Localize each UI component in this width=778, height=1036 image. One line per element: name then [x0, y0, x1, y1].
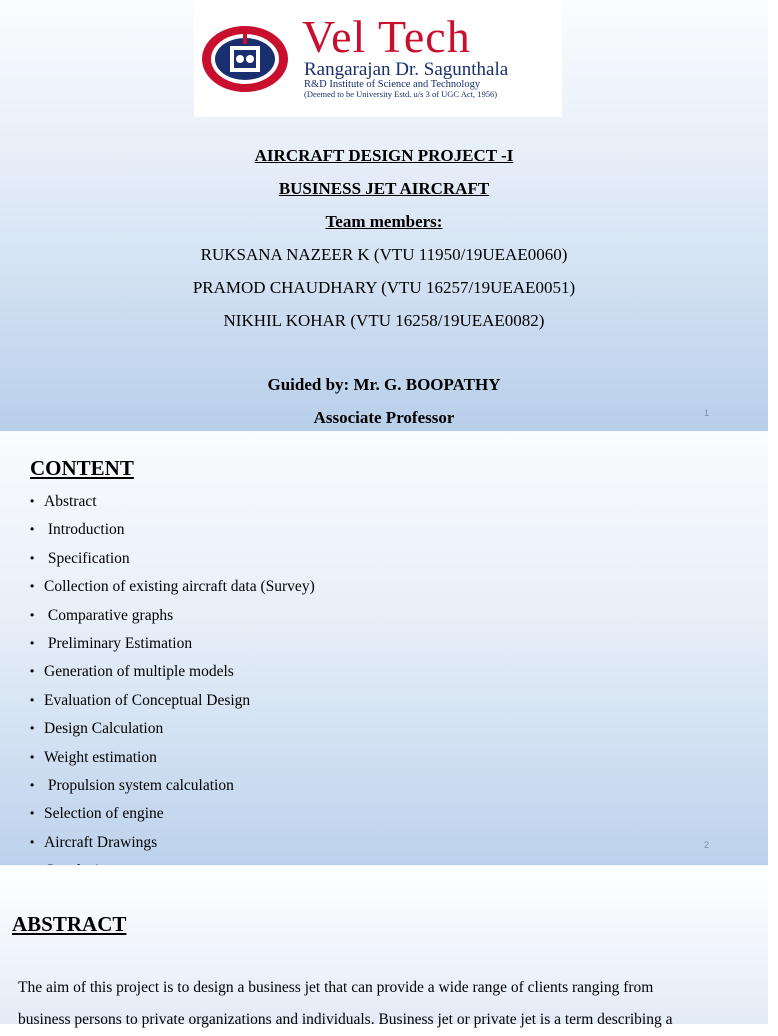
bullet-icon: • [30, 806, 35, 821]
bullet-icon: • [30, 721, 35, 736]
logo-institute: R&D Institute of Science and Technology [304, 79, 481, 90]
bullet-icon: • [30, 749, 35, 764]
team-member: RUKSANA NAZEER K (VTU 11950/19UEAE0060) [200, 245, 568, 264]
team-member: PRAMOD CHAUDHARY (VTU 16257/19UEAE0051) [192, 278, 576, 297]
slide-number: 2 [704, 840, 710, 850]
list-item: • Evaluation of Conceptual Design [30, 689, 315, 717]
bullet-icon: • [30, 834, 35, 849]
logo-subtitle: Rangarajan Dr. Sagunthala [304, 59, 509, 80]
guide-name: Guided by: Mr. G. BOOPATHY [267, 375, 501, 394]
title-slide [0, 0, 768, 432]
list-item: • Generation of multiple models [30, 660, 315, 688]
list-item: • Abstract [30, 490, 315, 518]
team-heading: Team members: [325, 212, 443, 231]
bullet-icon: • [30, 607, 35, 622]
content-list [30, 490, 315, 887]
list-item: • Specification [30, 547, 315, 575]
team-member: NIKHIL KOHAR (VTU 16258/19UEAE0082) [223, 311, 545, 330]
list-item: • Design Calculation [30, 717, 315, 745]
bullet-icon: • [30, 550, 35, 565]
logo-title: Vel Tech [302, 11, 471, 62]
project-title: AIRCRAFT DESIGN PROJECT -I [254, 146, 514, 165]
bullet-icon: • [30, 579, 35, 594]
bullet-icon: • [30, 494, 35, 508]
bullet-icon: • [30, 635, 35, 650]
bullet-icon: • [30, 664, 35, 679]
list-item: • Selection of engine [30, 802, 315, 830]
content-slide [0, 432, 768, 866]
aircraft-title: BUSINESS JET AIRCRAFT [278, 179, 490, 198]
list-item: • Introduction [30, 518, 315, 546]
abstract-slide [0, 866, 768, 1028]
list-item: • Collection of existing aircraft data (Survey) [30, 575, 315, 603]
abstract-line: The aim of this project is to design a business jet that can provide a wide range of clients ranging from [18, 979, 654, 996]
list-item: • Comparative graphs [30, 604, 315, 632]
list-item: • Aircraft Drawings [30, 831, 315, 859]
university-logo [194, 0, 562, 117]
university-seal-icon [200, 24, 290, 94]
content-heading: CONTENT [30, 456, 134, 480]
list-item: • Propulsion system calculation [30, 774, 315, 802]
abstract-paragraph [18, 972, 778, 1036]
logo-note: (Deemed to be University Estd. u/s 3 of UGC Act, 1956) [304, 89, 498, 99]
list-item: • Preliminary Estimation [30, 632, 315, 660]
list-item: • Weight estimation [30, 746, 315, 774]
bullet-icon: • [30, 522, 35, 537]
slide-number: 1 [704, 408, 710, 418]
bullet-icon: • [30, 692, 35, 707]
abstract-heading: ABSTRACT [12, 912, 127, 936]
abstract-line: business persons to private organizations and individuals. Business jet or private jet is a term describing a [18, 1011, 673, 1028]
bullet-icon: • [30, 777, 35, 792]
guide-title: Associate Professor [313, 408, 455, 427]
